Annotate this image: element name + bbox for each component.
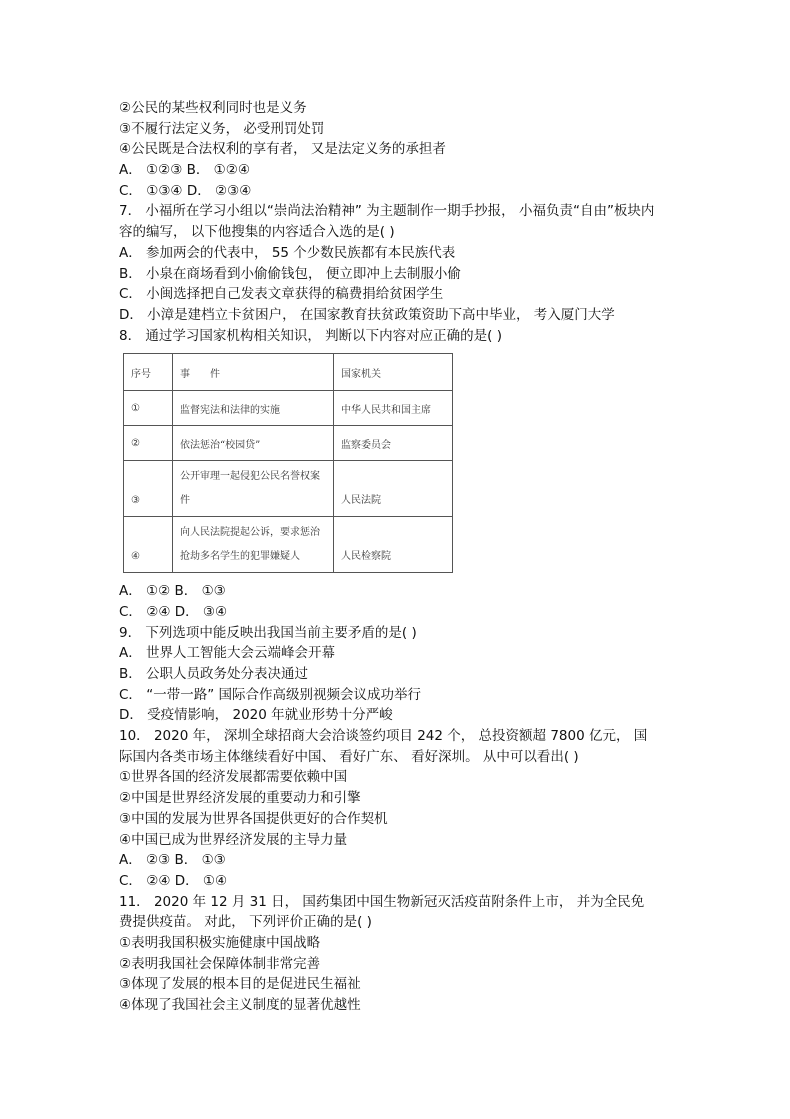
table-cell: 监督宪法和法律的实施: [173, 391, 334, 426]
table-cell: 监察委员会: [334, 426, 453, 461]
table-header-cell: 序号: [124, 354, 173, 391]
q11-item-1: ①表明我国积极实施健康中国战略: [119, 934, 321, 951]
table-cell: ③: [124, 461, 173, 517]
q9-option-a: A． 世界人工智能大会云端峰会开幕: [119, 645, 336, 662]
q7-stem-line-2: 容的编写， 以下他搜集的内容适合入选的是( ): [119, 224, 395, 241]
table-cell: 中华人民共和国主席: [334, 391, 453, 426]
q11-item-4: ④体现了我国社会主义制度的显著优越性: [119, 997, 361, 1013]
table-cell: ①: [124, 391, 173, 426]
document-page: [119, 98, 679, 1016]
q9-stem: 9． 下列选项中能反映出我国当前主要矛盾的是( ): [119, 624, 417, 641]
q11-stem-line-1: 11． 2020 年 12 月 31 日， 国药集团中国生物新冠灭活疫苗附条件上市， 并为全民免: [119, 893, 645, 910]
q10-options-ab: A． ②③ B． ①③: [119, 852, 226, 869]
table-header-cell: 事 件: [173, 354, 334, 391]
q10-item-4: ④中国已成为世界经济发展的主导力量: [119, 831, 348, 848]
table-cell: 依法惩治“校园贷”: [173, 426, 334, 461]
q6-options-cd: C． ①③④ D． ②③④: [119, 182, 252, 199]
q10-stem-line-1: 10． 2020 年， 深圳全球招商大会洽谈签约项目 242 个， 总投资额超 7800 亿元， 国: [119, 728, 648, 745]
q10-item-3: ③中国的发展为世界各国提供更好的合作契机: [119, 810, 388, 827]
q8-stem: 8． 通过学习国家机构相关知识， 判断以下内容对应正确的是( ): [119, 327, 502, 344]
q7-stem-line-1: 7． 小福所在学习小组以“崇尚法治精神” 为主题制作一期手抄报， 小福负责“自由”板块内: [119, 203, 655, 220]
q6-item-2: ②公民的某些权利同时也是义务: [119, 100, 307, 116]
table-row: [124, 517, 453, 573]
q9-option-d: D． 受疫情影响， 2020 年就业形势十分严峻: [119, 707, 393, 724]
q9-option-c: C． “一带一路” 国际合作高级别视频会议成功举行: [119, 686, 421, 703]
q11-item-2: ②表明我国社会保障体制非常完善: [119, 955, 321, 972]
table-row: [124, 461, 453, 517]
q7-option-c: C． 小闽选择把自己发表文章获得的稿费捐给贫困学生: [119, 286, 444, 303]
table-cell: 公开审理一起侵犯公民名誉权案件: [173, 461, 334, 517]
table-header-row: [124, 354, 453, 391]
q8-options-ab: A． ①② B． ①③: [119, 583, 226, 600]
table-header-cell: 国家机关: [334, 354, 453, 391]
table-cell: 人民法院: [334, 461, 453, 517]
table-cell: ④: [124, 517, 173, 573]
q7-option-d: D． 小漳是建档立卡贫困户， 在国家教育扶贫政策资助下高中毕业， 考入厦门大学: [119, 306, 615, 323]
q7-option-b: B． 小泉在商场看到小偷偷钱包， 便立即冲上去制服小偷: [119, 265, 461, 282]
q10-item-2: ②中国是世界经济发展的重要动力和引擎: [119, 790, 361, 807]
q11-stem-line-2: 费提供疫苗。 对此， 下列评价正确的是( ): [119, 914, 372, 931]
table-row: [124, 391, 453, 426]
table-row: [124, 426, 453, 461]
q6-options-ab: A． ①②③ B． ①②④: [119, 162, 250, 179]
table-cell: ②: [124, 426, 173, 461]
q6-item-3: ③不履行法定义务， 必受刑罚处罚: [119, 120, 325, 137]
table-cell: 向人民法院提起公诉，要求惩治抢劫多名学生的犯罪嫌疑人: [173, 517, 334, 573]
q10-stem-line-2: 际国内各类市场主体继续看好中国、 看好广东、 看好深圳。 从中可以看出( ): [119, 748, 579, 765]
q8-options-cd: C． ②④ D． ③④: [119, 603, 228, 620]
q8-table: [123, 353, 453, 573]
q9-option-b: B． 公职人员政务处分表决通过: [119, 666, 309, 682]
q6-item-4: ④公民既是合法权利的享有者， 又是法定义务的承担者: [119, 141, 446, 158]
q11-item-3: ③体现了发展的根本目的是促进民生福祉: [119, 976, 361, 993]
q10-item-1: ①世界各国的经济发展都需要依赖中国: [119, 769, 348, 786]
q10-options-cd: C． ②④ D． ①④: [119, 872, 228, 889]
q7-option-a: A． 参加两会的代表中， 55 个少数民族都有本民族代表: [119, 244, 456, 261]
table-cell: 人民检察院: [334, 517, 453, 573]
